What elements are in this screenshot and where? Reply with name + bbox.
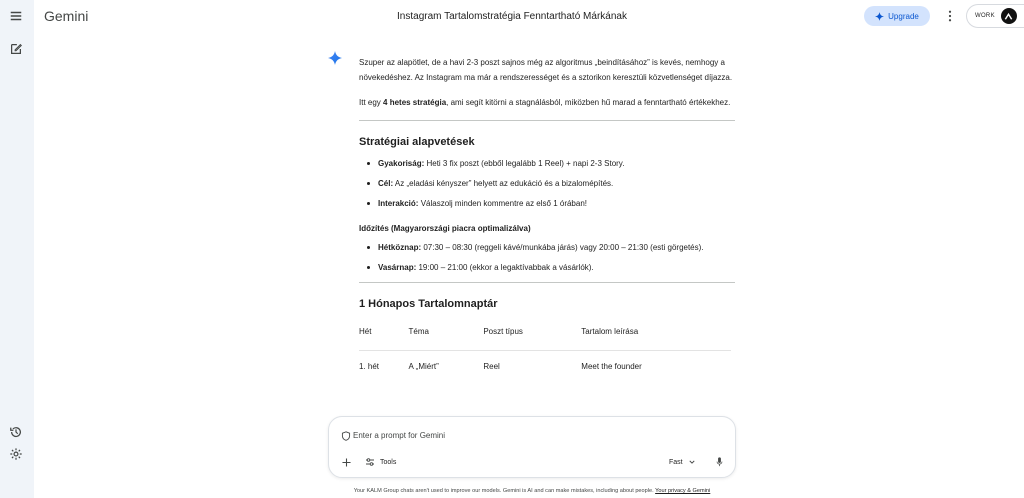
item-label: Hétköznap: [378, 243, 422, 252]
column-header: Poszt típus [483, 324, 581, 350]
list-item [359, 196, 735, 211]
model-selector[interactable] [669, 455, 695, 469]
logo-icon [1004, 12, 1013, 21]
prompt-input[interactable] [353, 427, 723, 443]
table-cell: Reel [483, 361, 500, 371]
account-switcher[interactable] [966, 4, 1024, 28]
column-header: Téma [409, 324, 484, 350]
divider [359, 282, 735, 283]
list-item [359, 176, 735, 191]
menu-icon[interactable] [8, 8, 24, 24]
conversation-title[interactable]: Instagram Tartalomstratégia Fenntartható Márkának [397, 11, 627, 22]
list-item [359, 260, 735, 275]
item-label: Interakció: [378, 199, 419, 208]
mic-icon[interactable] [713, 455, 725, 469]
table-header-row [359, 324, 731, 350]
item-text: Az „eladási kényszer” helyett az edukáció és a bizalomépítés. [393, 179, 614, 188]
chevron-down-icon [689, 459, 695, 465]
item-text: Válaszolj minden kommentre az első 1 órában! [418, 199, 587, 208]
gear-icon[interactable] [8, 446, 24, 462]
shield-icon [341, 431, 351, 441]
item-label: Gyakoriság: [378, 159, 425, 168]
bold-text: 4 hetes stratégia [383, 98, 447, 107]
timing-list [359, 240, 735, 275]
text-span: , ami segít kitörni a stagnálásból, miközben hű marad a fenntartható értékekhez. [446, 98, 731, 107]
column-header: Tartalom leírása [581, 324, 731, 350]
tools-button[interactable] [365, 455, 396, 469]
side-rail [0, 0, 34, 498]
list-item [359, 240, 735, 255]
item-text: Heti 3 fix poszt (ebből legalább 1 Reel) + napi 2-3 Story. [424, 159, 625, 168]
strategy-list [359, 156, 735, 211]
avatar [1001, 8, 1017, 24]
item-label: Cél: [378, 179, 394, 188]
sparkle-icon [875, 12, 884, 21]
disclaimer [0, 488, 1024, 494]
model-label: Fast [669, 458, 683, 466]
section-heading: 1 Hónapos Tartalomnaptár [359, 298, 498, 310]
section-heading: Stratégiai alapvetések [359, 136, 475, 148]
item-text: 19:00 – 21:00 (ekkor a legaktívabbak a vásárlók). [416, 263, 594, 272]
more-vert-icon[interactable] [944, 9, 956, 23]
model-response [359, 55, 735, 374]
response-intro: Szuper az alapötlet, de a havi 2-3 poszt sajnos még az algoritmus „beindításához” is kevés, nemhogy a növekedéshez. Az Instagram ma már a rendszerességet és a sztorikon keresztüli közvetlenséget díjazza. [359, 58, 733, 82]
scroll-fade [340, 392, 740, 416]
app-brand[interactable]: Gemini [44, 8, 89, 24]
table-row [359, 350, 731, 374]
subsection-heading: Időzítés (Magyarországi piacra optimalizálva) [359, 224, 531, 233]
item-text: 07:30 – 08:30 (reggeli kávé/munkába járás) vagy 20:00 – 21:30 (esti görgetés). [421, 243, 704, 252]
edit-icon[interactable] [8, 41, 24, 57]
content-calendar-table [359, 324, 731, 374]
account-label: WORK [975, 13, 995, 19]
prompt-box [328, 416, 736, 478]
tools-label: Tools [380, 458, 397, 466]
response-paragraph [359, 95, 735, 110]
table-cell: Meet the founder [581, 361, 642, 371]
text-span: Itt egy [359, 98, 384, 107]
list-item [359, 156, 735, 171]
table-cell: 1. hét [359, 361, 380, 371]
upgrade-label: Upgrade [888, 11, 919, 21]
item-label: Vasárnap: [378, 263, 417, 272]
gemini-sparkle-icon [328, 51, 342, 65]
tools-icon [365, 457, 375, 467]
privacy-link[interactable]: Your privacy & Gemini [655, 488, 711, 494]
column-header: Hét [359, 324, 409, 350]
divider [359, 120, 735, 121]
table-cell: A „Miért” [408, 361, 439, 371]
plus-icon[interactable] [339, 455, 353, 469]
disclaimer-text: Your KALM Group chats aren't used to improve our models. Gemini is AI and can make mistakes, including about people. [353, 488, 656, 494]
history-icon[interactable] [8, 424, 24, 440]
upgrade-button[interactable] [864, 6, 930, 26]
